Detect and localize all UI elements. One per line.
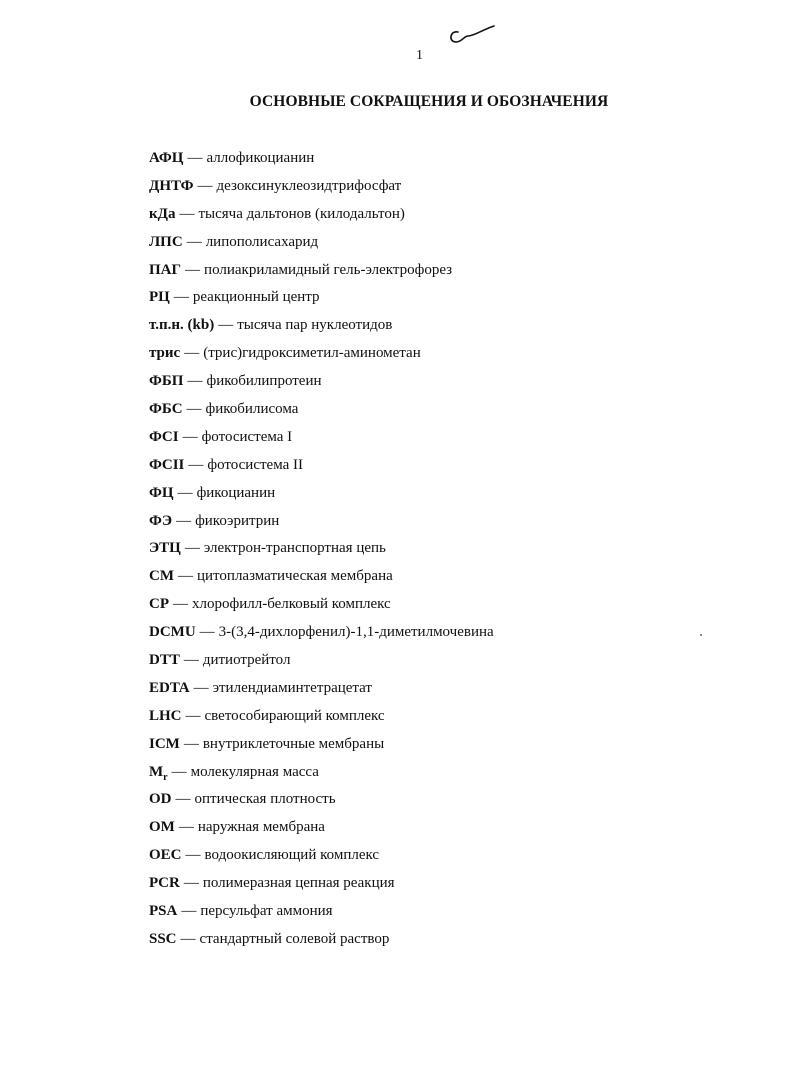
abbreviation-term: РЦ	[149, 289, 170, 306]
abbreviation-term: ICM	[149, 735, 180, 752]
abbreviation-item	[149, 230, 494, 258]
abbreviation-term: LHC	[149, 707, 182, 724]
abbreviation-item	[149, 704, 494, 732]
abbreviation-item	[149, 815, 494, 843]
abbreviation-item	[149, 453, 494, 481]
abbreviation-separator: —	[193, 679, 209, 696]
abbreviation-separator: —	[183, 735, 199, 752]
abbreviation-term: $M_r$	[149, 763, 168, 783]
page-number: 1	[416, 48, 423, 63]
abbreviation-term: ФСII	[149, 456, 185, 473]
abbreviation-separator: —	[197, 177, 213, 194]
abbreviation-definition: наружная мембрана	[197, 819, 325, 836]
abbreviation-term: SSC	[149, 930, 177, 947]
abbreviation-term: ФСI	[149, 428, 179, 445]
abbreviation-definition: фотосистема I	[201, 428, 293, 445]
abbreviation-item	[149, 843, 494, 871]
abbreviation-separator: —	[188, 456, 204, 473]
abbreviation-item	[149, 732, 494, 760]
abbreviation-separator: —	[181, 903, 197, 920]
abbreviation-separator: —	[183, 652, 199, 669]
abbreviation-term: PCR	[149, 875, 180, 892]
abbreviation-item	[149, 425, 494, 453]
page-title: ОСНОВНЫЕ СОКРАЩЕНИЯ И ОБОЗНАЧЕНИЯ	[249, 93, 609, 110]
abbreviation-term: АФЦ	[149, 150, 184, 166]
abbreviation-separator: —	[185, 261, 201, 278]
abbreviation-item	[149, 676, 494, 704]
abbreviation-term: ФБП	[149, 373, 184, 390]
abbreviation-item	[149, 760, 494, 788]
abbreviation-term: CP	[149, 596, 169, 613]
abbreviation-definition: фикобилисома	[205, 401, 299, 418]
abbreviation-term: ФБС	[149, 401, 183, 418]
abbreviation-separator: —	[187, 150, 203, 166]
abbreviation-item	[149, 927, 494, 955]
abbreviation-term: PSA	[149, 903, 178, 920]
abbreviation-definition: этилендиаминтетрацетат	[212, 679, 372, 696]
abbreviation-separator: —	[173, 289, 189, 306]
abbreviation-definition: электрон-транспортная цепь	[203, 540, 386, 557]
abbreviation-term: DTT	[149, 652, 180, 669]
abbreviation-separator: —	[179, 205, 195, 222]
abbreviation-term: OEC	[149, 847, 182, 864]
abbreviation-term: ЛПС	[149, 233, 183, 250]
abbreviation-item	[149, 369, 494, 397]
abbreviation-separator: —	[184, 345, 200, 362]
abbreviation-definition: дитиотрейтол	[202, 652, 291, 669]
abbreviation-term: ФЭ	[149, 512, 173, 529]
abbreviation-term: кДа	[149, 205, 176, 222]
abbreviation-definition: внутриклеточные мембраны	[202, 735, 385, 752]
abbreviation-item	[149, 146, 494, 174]
abbreviation-separator: —	[171, 763, 187, 780]
abbreviation-separator: —	[180, 930, 196, 947]
abbreviation-term: CM	[149, 568, 174, 585]
abbreviation-term: т.п.н. (kb)	[149, 317, 215, 334]
handwritten-signature-mark	[444, 22, 498, 50]
abbreviation-definition: фикоцианин	[196, 484, 276, 501]
abbreviation-separator: —	[184, 540, 200, 557]
abbreviation-item	[149, 787, 494, 815]
abbreviation-definition: хлорофилл-белковый комплекс	[192, 596, 391, 613]
abbreviation-definition: фикоэритрин	[195, 512, 280, 529]
abbreviation-separator: —	[186, 401, 202, 418]
abbreviation-term: трис	[149, 345, 181, 362]
abbreviation-definition: цитоплазматическая мембрана	[197, 568, 393, 585]
abbreviation-item	[149, 899, 494, 927]
abbreviation-definition: оптическая плотность	[194, 791, 336, 808]
abbreviation-definition: молекулярная масса	[190, 763, 319, 780]
abbreviation-separator: —	[178, 568, 193, 585]
abbreviation-separator: —	[176, 512, 192, 529]
abbreviation-separator: —	[182, 428, 198, 445]
abbreviation-definition: дезоксинуклеозидтрифосфат	[216, 177, 402, 194]
abbreviation-item	[149, 481, 494, 509]
abbreviation-separator: —	[218, 317, 234, 334]
abbreviation-term: ДНТФ	[149, 177, 194, 194]
abbreviation-definition: тысяча дальтонов (килодальтон)	[198, 205, 405, 222]
abbreviation-item	[149, 648, 494, 676]
abbreviation-definition: полиакриламидный гель-электрофорез	[204, 261, 453, 278]
abbreviation-item	[149, 592, 494, 620]
abbreviation-term: ФЦ	[149, 484, 174, 501]
abbreviation-definition: липополисахарид	[205, 233, 319, 250]
abbreviation-definition: фотосистема II	[207, 456, 303, 473]
abbreviation-item	[149, 397, 494, 425]
abbreviation-term: DCMU	[149, 624, 196, 641]
abbreviation-item	[149, 258, 494, 286]
abbreviation-definition: реакционный центр	[192, 289, 320, 306]
abbreviation-separator: —	[177, 484, 193, 501]
abbreviation-list	[149, 146, 494, 955]
abbreviation-item	[149, 174, 494, 202]
abbreviation-item	[149, 871, 494, 899]
abbreviation-separator: —	[186, 233, 202, 250]
abbreviation-item	[149, 202, 494, 230]
abbreviation-definition: 3-(3,4-дихлорфенил)-1,1-диметилмочевина	[218, 624, 494, 641]
abbreviation-separator: —	[185, 707, 201, 724]
abbreviation-term: OD	[149, 791, 172, 808]
abbreviation-item	[149, 509, 494, 537]
abbreviation-definition: (трис)гидроксиметил-аминометан	[203, 345, 421, 362]
abbreviation-item	[149, 620, 494, 648]
abbreviation-term: EDTA	[149, 679, 190, 696]
abbreviation-separator: —	[187, 373, 203, 390]
abbreviation-item	[149, 536, 494, 564]
abbreviation-term: OM	[149, 819, 175, 836]
abbreviation-item	[149, 285, 494, 313]
abbreviation-separator: —	[183, 875, 199, 892]
abbreviation-definition: фикобилипротеин	[206, 373, 322, 390]
abbreviation-term: ПАГ	[149, 261, 182, 278]
abbreviation-separator: —	[173, 596, 188, 613]
abbreviation-definition: стандартный солевой раствор	[199, 930, 390, 947]
abbreviation-definition: полимеразная цепная реакция	[202, 875, 395, 892]
abbreviation-definition: светособирающий комплекс	[204, 707, 385, 724]
abbreviation-separator: —	[199, 624, 215, 641]
abbreviation-separator: —	[175, 791, 191, 808]
abbreviation-item	[149, 341, 494, 369]
scan-speck	[700, 634, 702, 636]
abbreviation-item	[149, 564, 494, 592]
abbreviation-definition: персульфат аммония	[200, 903, 333, 920]
abbreviation-definition: водоокисляющий комплекс	[204, 847, 380, 864]
abbreviation-definition: аллофикоцианин	[206, 150, 315, 166]
abbreviation-item	[149, 313, 494, 341]
abbreviation-definition: тысяча пар нуклеотидов	[237, 317, 393, 334]
abbreviation-separator: —	[185, 847, 201, 864]
abbreviation-term: ЭТЦ	[149, 540, 181, 557]
abbreviation-separator: —	[178, 819, 194, 836]
